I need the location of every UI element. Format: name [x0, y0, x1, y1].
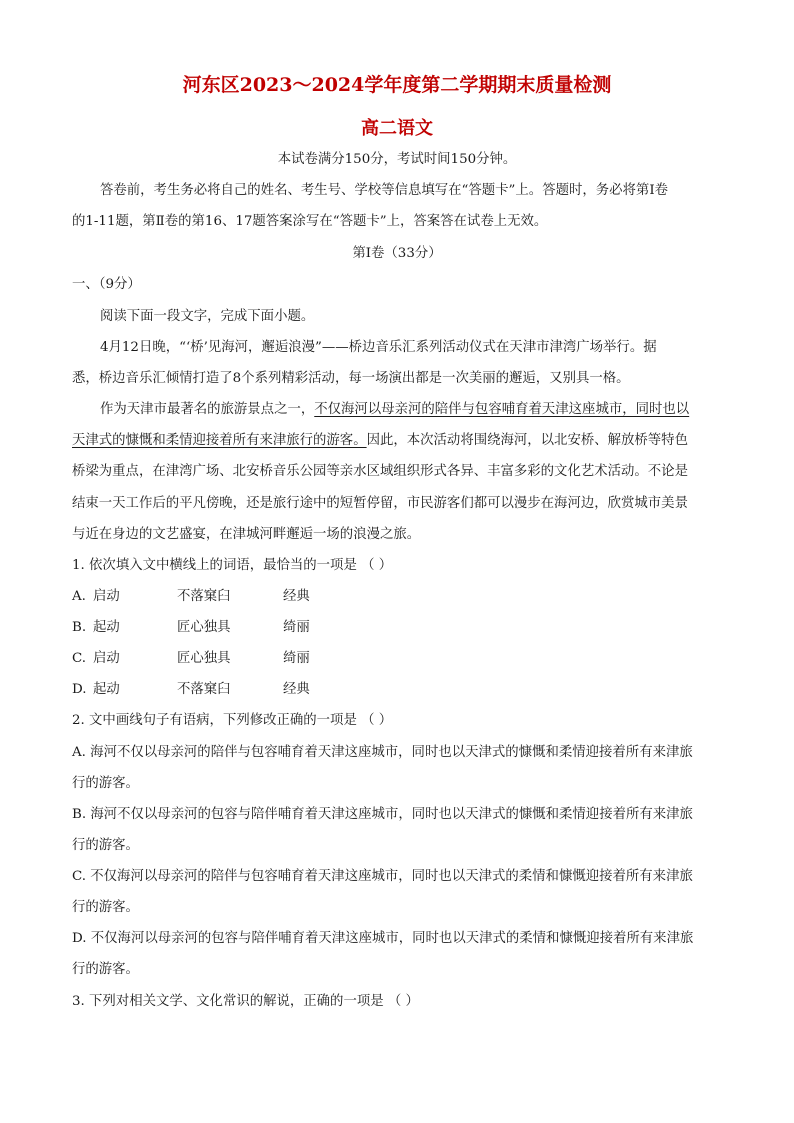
question-2-option-d-line2: 行的游客。	[72, 962, 139, 977]
question-2-option-c-line1: C. 不仅海河以母亲河的陪伴与包容哺育着天津这座城市，同时也以天津式的柔情和慷慨迎接着所有来津旅	[72, 869, 693, 884]
passage-p1-line2: 悉，桥边音乐汇倾情打造了8个系列精彩活动，每一场演出都是一次美丽的邂逅，又别具一格。	[72, 371, 630, 386]
option-word-2: 不落窠臼	[177, 682, 231, 697]
option-word-2: 不落窠臼	[177, 589, 231, 604]
option-word-3: 绮丽	[283, 651, 310, 666]
notice-line-2: 的1-11题，第Ⅱ卷的第16、17题答案涂写在“答题卡”上，答案答在试卷上无效。	[72, 214, 548, 229]
option-word-3: 绮丽	[283, 620, 310, 635]
option-word-3: 经典	[283, 682, 310, 697]
option-word-2: 匠心独具	[177, 620, 231, 635]
score-time-note: 本试卷满分150分，考试时间150分钟。	[277, 152, 517, 167]
option-word-1: 起动	[93, 682, 120, 697]
option-word-1: 启动	[93, 589, 120, 604]
question-2-option-b-line2: 行的游客。	[72, 838, 139, 853]
passage-text: 因此，本次活动将围绕海河，以北安桥、解放桥等特色	[366, 433, 688, 448]
underlined-sentence-part2: 天津式的慷慨和柔情迎接着所有来津旅行的游客。	[72, 433, 367, 448]
question-2-option-d-line1: D. 不仅海河以母亲河的包容与陪伴哺育着天津这座城市，同时也以天津式的柔情和慷慨迎接着所有来津旅	[72, 931, 694, 946]
passage-p2-line1	[100, 400, 722, 420]
option-letter: A.	[72, 589, 86, 604]
passage-p2-line5: 与近在身边的文艺盛宴，在津城河畔邂逅一场的浪漫之旅。	[72, 527, 421, 542]
passage-p2-line4: 结束一天工作后的平凡傍晚，还是旅行途中的短暂停留，市民游客们都可以漫步在海河边，欣赏城市美景	[72, 496, 688, 511]
option-word-2: 匠心独具	[177, 651, 231, 666]
question-2-option-b-line1: B. 海河不仅以母亲河的包容与陪伴哺育着天津这座城市，同时也以天津式的慷慨和柔情迎接着所有来津旅	[72, 807, 693, 822]
option-letter: B.	[72, 620, 87, 635]
question-1-stem: 1. 依次填入文中横线上的词语，最恰当的一项是 （ ）	[72, 558, 393, 573]
question-2-option-a-line1: A. 海河不仅以母亲河的陪伴与包容哺育着天津这座城市，同时也以天津式的慷慨和柔情迎接着所有来津旅	[72, 745, 693, 760]
option-letter: D.	[72, 682, 87, 697]
question-2-stem: 2. 文中画线句子有语病，下列修改正确的一项是 （ ）	[72, 713, 393, 728]
passage-p1-line1: 4月12日晚，“‘桥’见海河，邂逅浪漫”——桥边音乐汇系列活动仪式在天津市津湾广场举行。据	[100, 340, 657, 355]
question-2-option-a-line2: 行的游客。	[72, 776, 139, 791]
reading-instruction: 阅读下面一段文字，完成下面小题。	[100, 309, 315, 324]
option-word-3: 经典	[283, 589, 310, 604]
part-heading: 一、（9分）	[72, 277, 141, 292]
passage-p2-line2	[72, 431, 722, 451]
option-word-1: 启动	[93, 651, 120, 666]
question-3-stem: 3. 下列对相关文学、文化常识的解说，正确的一项是 （ ）	[72, 994, 419, 1009]
question-2-option-c-line2: 行的游客。	[72, 900, 139, 915]
subject-title: 高二语文	[361, 118, 433, 139]
passage-text: 作为天津市最著名的旅游景点之一，	[100, 402, 315, 417]
underlined-sentence-part1: 不仅海河以母亲河的陪伴与包容哺育着天津这座城市，同时也以	[314, 402, 690, 417]
passage-p2-line3: 桥梁为重点，在津湾广场、北安桥音乐公园等亲水区域组织形式各异、丰富多彩的文化艺术活动。不论是	[72, 464, 688, 479]
notice-line-1: 答卷前，考生务必将自己的姓名、考生号、学校等信息填写在“答题卡”上。答题时，务必将第Ⅰ卷	[100, 183, 668, 198]
option-letter: C.	[72, 651, 87, 666]
option-word-1: 起动	[93, 620, 120, 635]
volume-heading: 第Ⅰ卷（33分）	[352, 246, 442, 261]
exam-title: 河东区2023～2024学年度第二学期期末质量检测	[182, 74, 612, 96]
